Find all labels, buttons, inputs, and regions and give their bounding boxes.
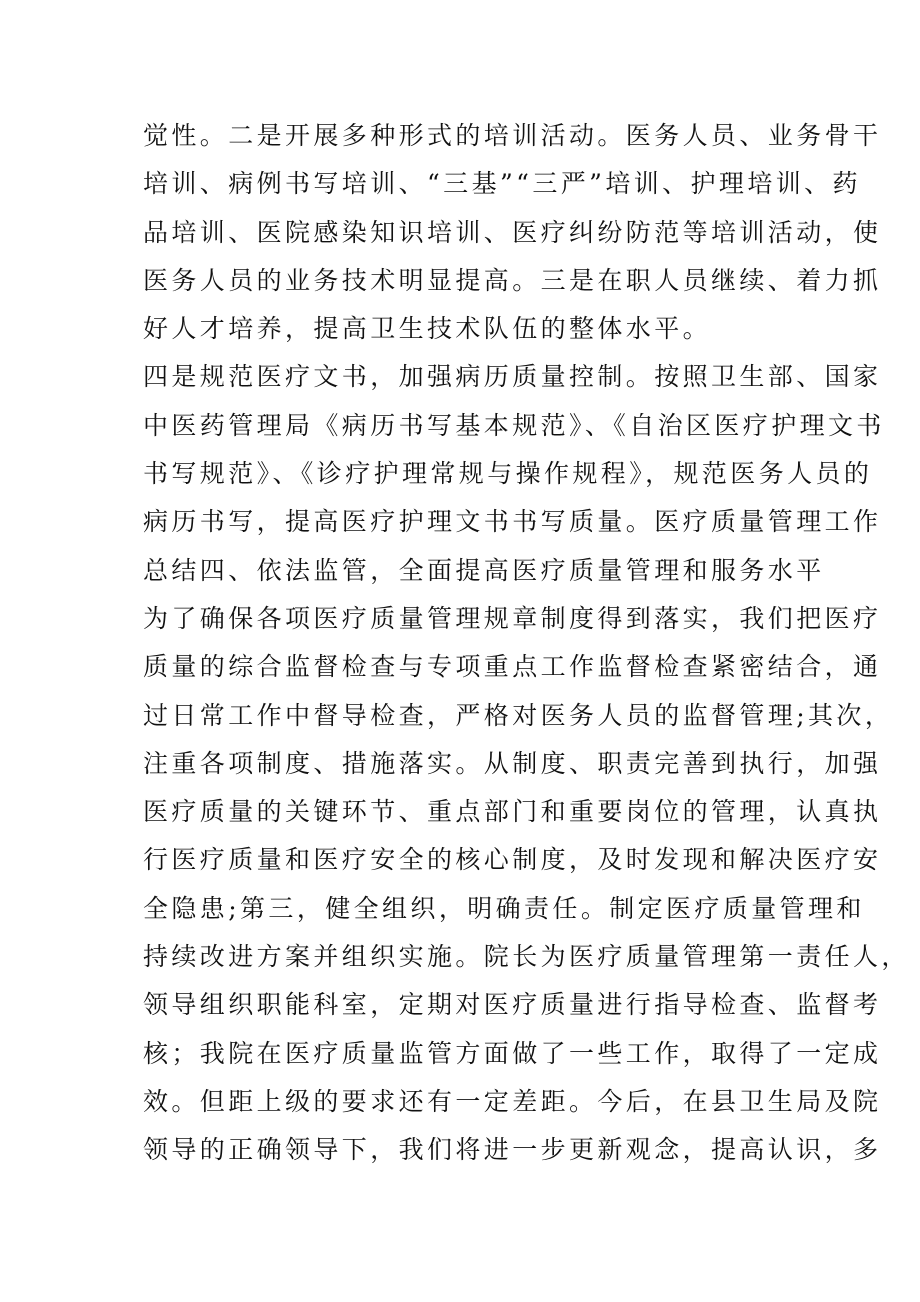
text-line: 为了确保各项医疗质量管理规章制度得到落实，我们把医疗	[143, 603, 882, 633]
text-line: 医疗质量的关键环节、重点部门和重要岗位的管理，认真执	[143, 797, 882, 827]
text-line: 书写规范》、《诊疗护理常规与操作规程》，规范医务人员的	[143, 459, 873, 489]
text-line: 持续改进方案并组织实施。院长为医疗质量管理第一责任人，	[143, 942, 910, 972]
text-line: 过日常工作中督导检查，严格对医务人员的监督管理;其次，	[143, 700, 894, 730]
text-line: 全隐患;第三，健全组织，明确责任。制定医疗质量管理和	[143, 893, 865, 923]
text-line: 总结四、依法监管，全面提高医疗质量管理和服务水平	[143, 555, 825, 585]
text-line: 质量的综合监督检查与专项重点工作监督检查紧密结合，通	[143, 652, 882, 682]
text-line: 核；我院在医疗质量监管方面做了一些工作，取得了一定成	[143, 1038, 882, 1068]
body-text	[143, 112, 910, 1175]
text-line: 品培训、医院感染知识培训、医疗纠纷防范等培训活动，使	[143, 217, 882, 247]
text-line: 注重各项制度、措施落实。从制度、职责完善到执行，加强	[143, 748, 882, 778]
text-line: 觉性。二是开展多种形式的培训活动。医务人员、业务骨干	[143, 121, 882, 150]
text-line: 病历书写，提高医疗护理文书书写质量。医疗质量管理工作	[143, 507, 882, 537]
text-line: 好人才培养，提高卫生技术队伍的整体水平。	[143, 314, 712, 344]
text-line: 效。但距上级的要求还有一定差距。今后，在县卫生局及院	[143, 1086, 882, 1116]
text-line: 领导组织职能科室，定期对医疗质量进行指导检查、监督考	[143, 990, 882, 1020]
text-line: 行医疗质量和医疗安全的核心制度，及时发现和解决医疗安	[143, 845, 882, 875]
text-line: 医务人员的业务技术明显提高。三是在职人员继续、着力抓	[143, 265, 882, 295]
text-line: 领导的正确领导下，我们将进一步更新观念，提高认识，多	[143, 1135, 882, 1165]
text-line: 中医药管理局《病历书写基本规范》、《自治区医疗护理文书	[143, 410, 885, 440]
text-line: 四是规范医疗文书，加强病历质量控制。按照卫生部、国家	[143, 362, 882, 392]
text-line: 培训、病例书写培训、“三基”“三严”培训、护理培训、药	[143, 169, 861, 199]
